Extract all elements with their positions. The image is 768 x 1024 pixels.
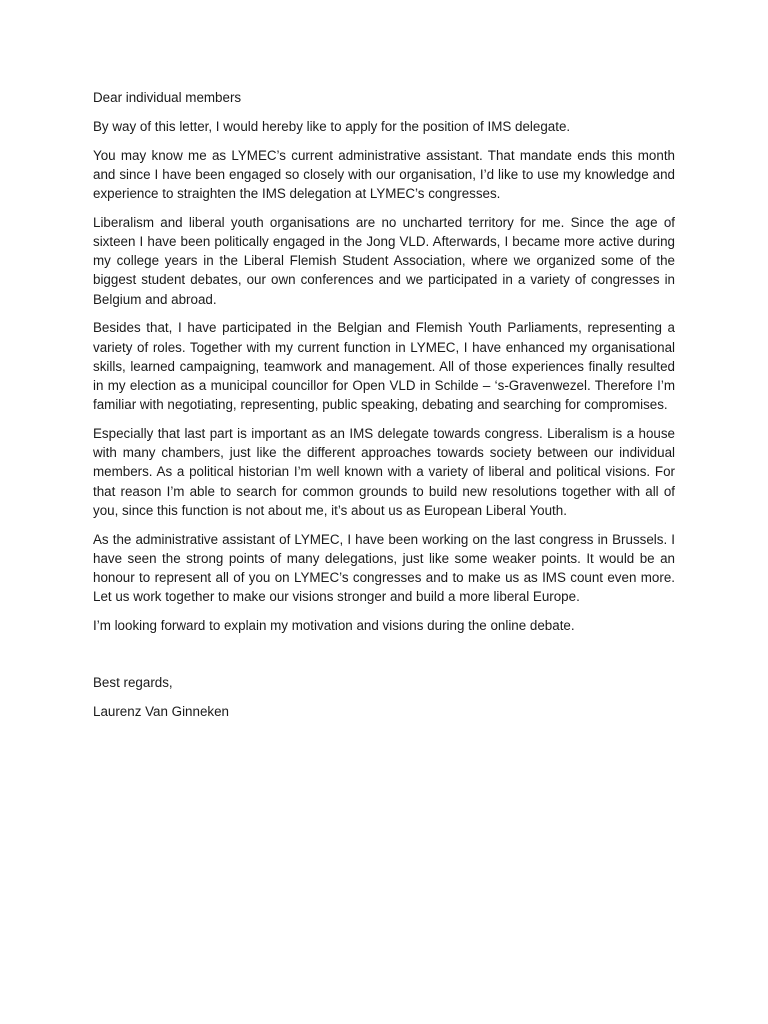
paragraph-background: Liberalism and liberal youth organisations are no uncharted territory for me. Since the age of sixteen I have been politically engaged in the Jong VLD. Afterwards, I became more active during my college years in the Liberal Flemish Student Association, where we organized some of the biggest student debates, our own conferences and we participated in a variety of congresses in Belgium and abroad.: [93, 214, 675, 307]
paragraph-intro: By way of this letter, I would hereby like to apply for the position of IMS delegate.: [93, 118, 571, 134]
closing: Best regards,: [93, 674, 173, 690]
paragraph-congress: As the administrative assistant of LYMEC, I have been working on the last congress in Brussels. I have seen the strong points of many delegations, just like some weaker points. It would be an honour to represent all of you on LYMEC’s congresses and to make us as IMS count even more. Let us work together to make our visions stronger and build a more liberal Europe.: [93, 531, 675, 605]
letter-body: [93, 88, 675, 730]
signature: Laurenz Van Ginneken: [93, 703, 229, 719]
paragraph-vision: Especially that last part is important as an IMS delegate towards congress. Liberalism is a house with many chambers, just like the different approaches towards society between our individual members. As a political historian I’m well known with a variety of liberal and political visions. For that reason I’m able to search for common grounds to build new resolutions together with all of you, since this function is not about me, it’s about us as European Liberal Youth.: [93, 426, 675, 518]
salutation: Dear individual members: [93, 90, 242, 105]
paragraph-experience: Besides that, I have participated in the Belgian and Flemish Youth Parliaments, representing a variety of roles. Together with my current function in LYMEC, I have enhanced my organisational skills, learned campaigning, teamwork and management. All of those experiences finally resulted in my election as a municipal councillor for Open VLD in Schilde – ‘s-Gravenwezel. Therefore I’m familiar with negotiating, representing, public speaking, debating and searching for compromises.: [93, 320, 675, 413]
paragraph-closing-remark: I’m looking forward to explain my motivation and visions during the online debate.: [93, 618, 575, 634]
spacer: [93, 645, 675, 673]
paragraph-current-role: You may know me as LYMEC’s current administrative assistant. That mandate ends this month and since I have been engaged so closely with our organisation, I’d like to use my knowledge and experience to straighten the IMS delegation at LYMEC’s congresses.: [93, 147, 675, 201]
